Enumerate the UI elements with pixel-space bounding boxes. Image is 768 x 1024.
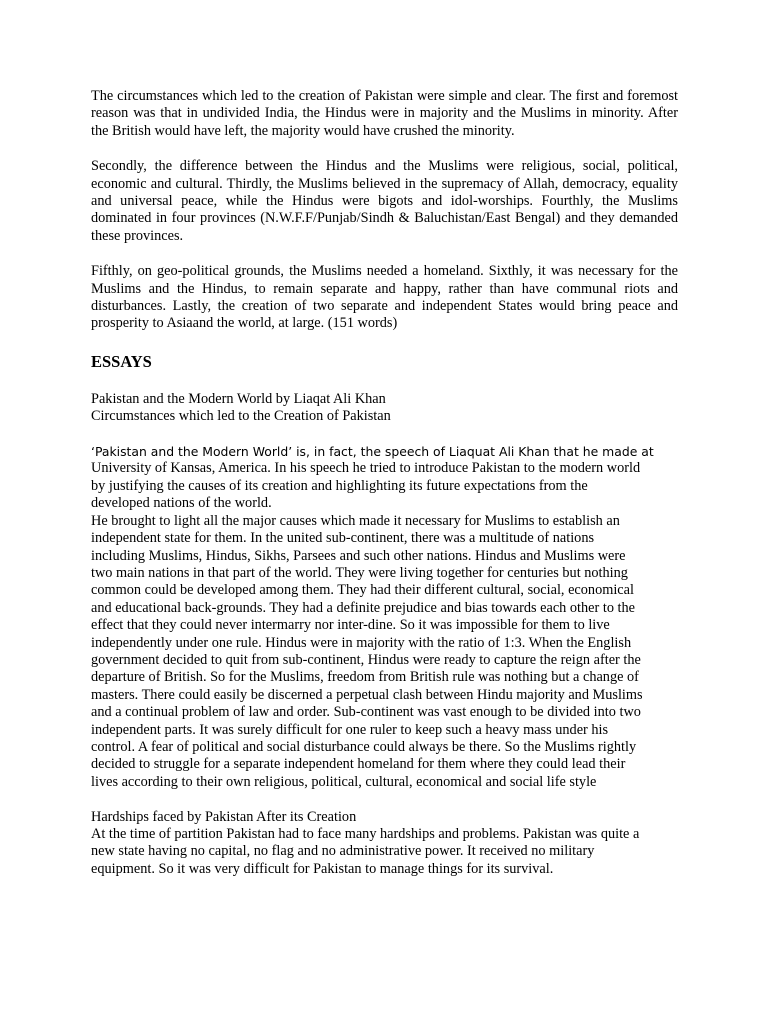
- essay-section: [91, 391, 678, 878]
- text-line: and educational back-grounds. They had a definite prejudice and bias towards each other to the: [91, 599, 636, 616]
- text-line: equipment. So it was very difficult for Pakistan to manage things for its survival.: [91, 860, 554, 877]
- text-line: University of Kansas, America. In his speech he tried to introduce Pakistan to the modern world: [91, 460, 641, 477]
- text-line: by justifying the causes of its creation and highlighting its future expectations from the: [91, 477, 588, 494]
- intro-paragraph-3: Fifthly, on geo-political grounds, the Muslims needed a homeland. Sixthly, it was necessary for the Muslims and the Hindus, to remain separate and happy, rather than have communal riots and disturbances. Lastly, the creation of two separate and independent States would bring peace and prosperity to Asiaand the world, at large. (151 words): [91, 263, 678, 332]
- spacer: [91, 791, 678, 808]
- text-line: independent parts. It was surely difficult for one ruler to keep such a heavy mass under his: [91, 721, 609, 738]
- essay-subtitle: Circumstances which led to the Creation of Pakistan: [91, 408, 391, 425]
- text-line: developed nations of the world.: [91, 495, 272, 512]
- text-line: decided to struggle for a separate independent homeland for them where they could lead their: [91, 756, 626, 773]
- text-line: control. A fear of political and social disturbance could always be there. So the Muslims rightly: [91, 738, 637, 755]
- hardships-body: [91, 826, 678, 878]
- text-line: government decided to quit from sub-continent, Hindus were ready to capture the reign after the: [91, 651, 641, 668]
- text-line: departure of British. So for the Muslims, freedom from British rule was nothing but a change of: [91, 669, 639, 686]
- intro-paragraph-2: Secondly, the difference between the Hindus and the Muslims were religious, social, political, economic and cultural. Thirdly, the Muslims believed in the supremacy of Allah, democracy, equality and universal peace, while the Hindus were bigots and idol-worships. Fourthly, the Muslims dominated in four provinces (N.W.F.F/Punjab/Sindh & Baluchistan/East Bengal) and they demanded these provinces.: [91, 158, 678, 244]
- essay-title: Pakistan and the Modern World by Liaqat Ali Khan: [91, 390, 386, 407]
- spacer: [91, 426, 678, 443]
- text-line: masters. There could easily be discerned a perpetual clash between Hindu majority and Muslims: [91, 686, 643, 703]
- text-line: two main nations in that part of the world. They were living together for centuries but nothing: [91, 564, 628, 581]
- essay-body: [91, 443, 678, 791]
- text-line: including Muslims, Hindus, Sikhs, Parsees and such other nations. Hindus and Muslims were: [91, 547, 626, 564]
- text-line: lives according to their own religious, political, cultural, economical and social life style: [91, 773, 597, 790]
- text-line: ‘Pakistan and the Modern World’ is, in fact, the speech of Liaquat Ali Khan that he made at: [91, 444, 654, 460]
- text-line: effect that they could never intermarry nor inter-dine. So it was impossible for them to live: [91, 617, 610, 634]
- text-line: At the time of partition Pakistan had to face many hardships and problems. Pakistan was quite a: [91, 826, 640, 842]
- text-line: and a continual problem of law and order. Sub-continent was vast enough to be divided into two: [91, 704, 641, 721]
- text-line: new state having no capital, no flag and no administrative power. It received no military: [91, 843, 595, 860]
- text-line: common could be developed among them. They had their different cultural, social, economical: [91, 582, 634, 599]
- text-line: independently under one rule. Hindus were in majority with the ratio of 1:3. When the English: [91, 634, 632, 651]
- text-line: independent state for them. In the united sub-continent, there was a multitude of nations: [91, 530, 595, 547]
- text-line: He brought to light all the major causes which made it necessary for Muslims to establish an: [91, 512, 620, 529]
- essays-heading: ESSAYS: [91, 351, 152, 371]
- intro-paragraph-1: The circumstances which led to the creation of Pakistan were simple and clear. The first and foremost reason was that in undivided India, the Hindus were in majority and the Muslims in minority. After the British would have left, the majority would have crushed the minority.: [91, 88, 678, 139]
- hardships-title: Hardships faced by Pakistan After its Creation: [91, 808, 357, 825]
